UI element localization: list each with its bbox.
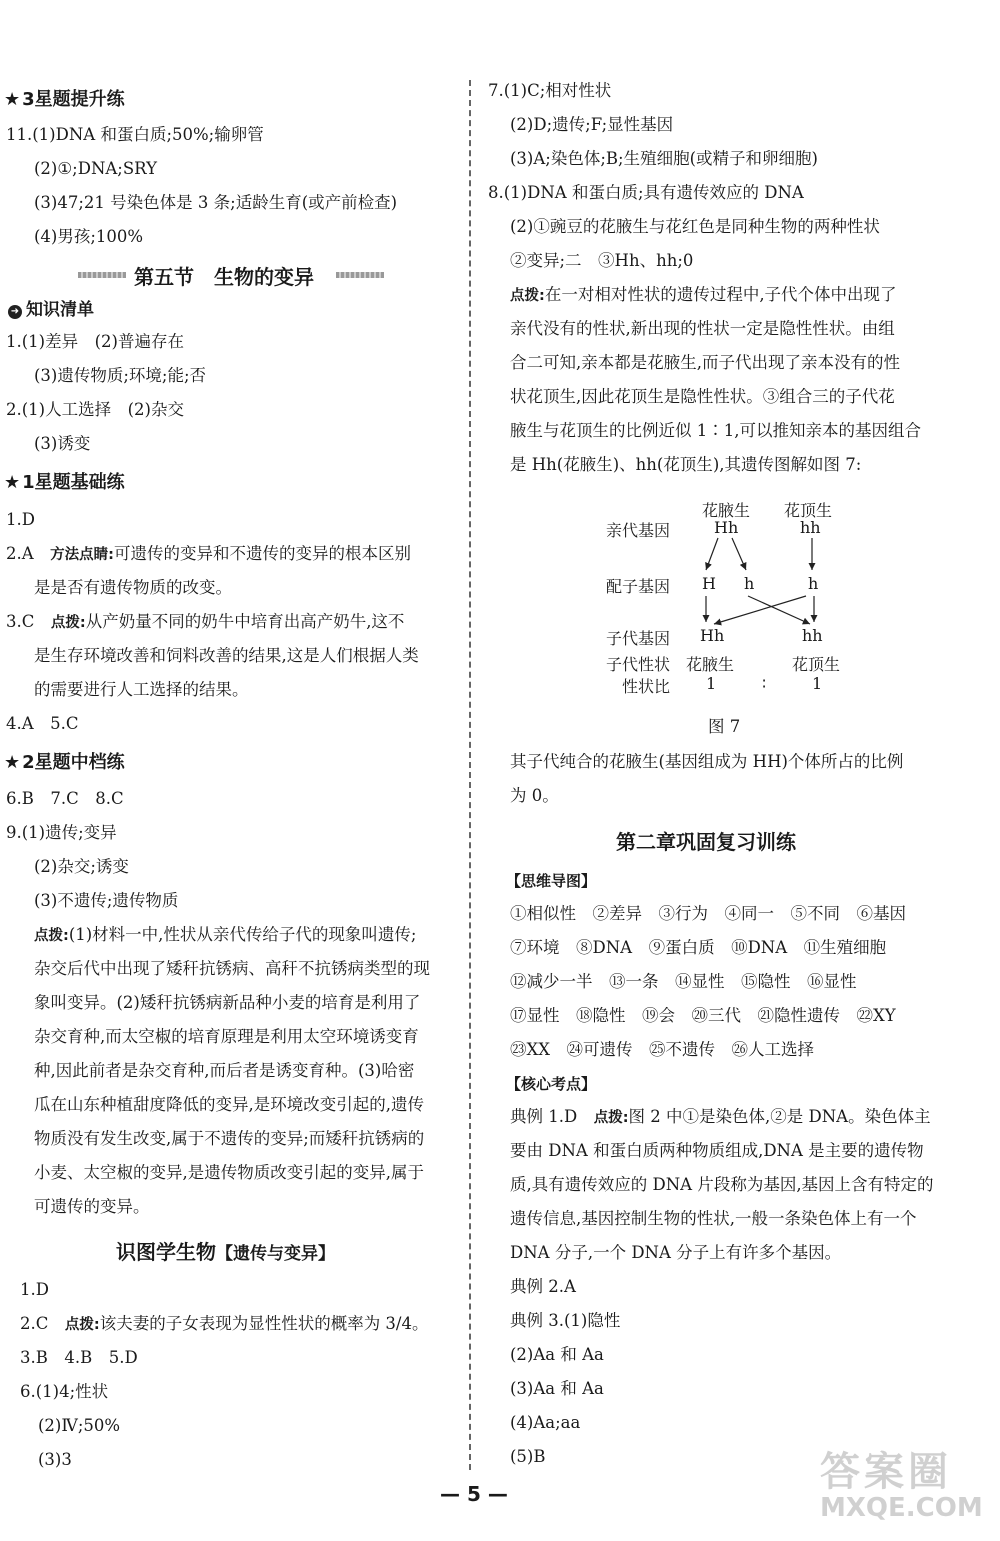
answer-line: ⑰显性 ⑱隐性 ⑲会 ⑳三代 ㉑隐性遗传 ㉒XY [510, 1006, 896, 1025]
row-label: 亲代基因 [606, 521, 671, 540]
answer-line: 2.(1)人工选择 (2)杂交 [6, 400, 184, 419]
ratio-value: 1 [812, 674, 823, 693]
answer-line: 杂交后代中出现了矮秆抗锈病、高秆不抗锈病类型的现 [34, 959, 430, 978]
answer-line: (2)Ⅳ;50% [38, 1416, 121, 1435]
row-label: 性状比 [622, 677, 671, 696]
heading-1-star: ★ 1星题基础练 [4, 472, 125, 493]
answer-line: 2.A 方法点睛:可遗传的变异和不遗传的变异的根本区别 [6, 544, 411, 563]
answer-line: 要由 DNA 和蛋白质两种物质组成,DNA 是主要的遗传物 [510, 1141, 924, 1160]
answer-line: (3)3 [38, 1450, 72, 1469]
answer-line: 8.(1)DNA 和蛋白质;具有遗传效应的 DNA [488, 183, 804, 202]
answer-line: 其子代纯合的花腋生(基因组成为 HH)个体所占的比例 [510, 752, 904, 771]
parent2-gene: hh [800, 518, 821, 537]
arrow-line [732, 538, 746, 570]
answer-line: (3)诱变 [34, 434, 91, 453]
star-icon: ★ [4, 472, 21, 493]
answer-line: 物质没有发生改变,属于不遗传的变异;而矮秆抗锈病的 [34, 1129, 425, 1148]
answer-line: 1.D [20, 1280, 49, 1299]
row-label: 子代基因 [606, 629, 671, 648]
answer-line: 是是否有遗传物质的改变。 [34, 578, 232, 597]
answer-line: 点拨:(1)材料一中,性状从亲代传给子代的现象叫遗传; [34, 925, 417, 944]
answer-line: DNA 分子,一个 DNA 分子上有许多个基因。 [510, 1243, 842, 1262]
answer-line: 小麦、太空椒的变异,是遗传物质改变引起的变异,属于 [34, 1163, 424, 1182]
row-label: 配子基因 [606, 577, 671, 596]
answer-line: 1.D [6, 510, 35, 529]
heading-3-star: ★ 3星题提升练 [4, 89, 125, 110]
row-label: 子代性状 [606, 655, 671, 674]
answer-line: 典例 2.A [510, 1277, 576, 1296]
answer-line: 象叫变异。(2)矮秆抗锈病新品种小麦的培育是利用了 [34, 993, 421, 1012]
ratio-separator: ∶ [762, 674, 767, 693]
answer-line: 可遗传的变异。 [34, 1197, 150, 1216]
answer-line: 11.(1)DNA 和蛋白质;50%;输卵管 [6, 125, 264, 144]
answer-line: ⑫减少一半 ⑬一条 ⑭显性 ⑮隐性 ⑯显性 [510, 972, 857, 991]
answer-line: 杂交育种,而太空椒的培育原理是利用太空环境诱变育 [34, 1027, 419, 1046]
gamete: h [744, 574, 755, 593]
answer-line: 的需要进行人工选择的结果。 [34, 680, 249, 699]
answer-line: (4)男孩;100% [34, 227, 144, 246]
answer-line: (3)Aa 和 Aa [510, 1379, 604, 1398]
answer-line: 2.C 点拨:该夫妻的子女表现为显性性状的概率为 3/4。 [20, 1314, 429, 1333]
parent2-trait: 花顶生 [784, 501, 833, 520]
gamete: h [808, 574, 819, 593]
answer-line: 典例 3.(1)隐性 [510, 1311, 621, 1330]
answer-line: (2)①;DNA;SRY [34, 159, 157, 178]
answer-line: 是生存环境改善和饲料改善的结果,这是人们根据人类 [34, 646, 419, 665]
answer-line: (3)A;染色体;B;生殖细胞(或精子和卵细胞) [510, 149, 818, 168]
answer-line: 9.(1)遗传;变异 [6, 823, 117, 842]
answer-line: 为 0。 [510, 786, 559, 805]
parent1-trait: 花腋生 [702, 501, 751, 520]
answer-line: 瓜在山东种植甜度降低的变异,是环境改变引起的,遗传 [34, 1095, 424, 1114]
arrow-line [706, 538, 718, 570]
answer-line: ㉓XX ㉔可遗传 ㉕不遗传 ㉖人工选择 [510, 1040, 814, 1059]
answer-line: (2)①豌豆的花腋生与花红色是同种生物的两种性状 [510, 217, 880, 236]
gamete: H [702, 574, 716, 593]
answer-line: 6.(1)4;性状 [20, 1382, 109, 1401]
offspring-trait: 花顶生 [792, 655, 841, 674]
answer-line: 腋生与花顶生的比例近似 1∶1,可以推知亲本的基因组合 [510, 421, 921, 440]
answer-line: 亲代没有的性状,新出现的性状一定是隐性性状。由组 [510, 319, 895, 338]
answer-line: 质,具有遗传效应的 DNA 片段称为基因,基因上含有特定的 [510, 1175, 934, 1194]
offspring-trait: 花腋生 [686, 655, 735, 674]
answer-line: 4.A 5.C [6, 714, 79, 733]
section-title: 识图学生物【遗传与变异】 [116, 1240, 335, 1264]
answer-line: ⑦环境 ⑧DNA ⑨蛋白质 ⑩DNA ⑪生殖细胞 [510, 938, 887, 957]
answer-line: (4)Aa;aa [510, 1413, 581, 1432]
answer-line: 是 Hh(花腋生)、hh(花顶生),其遗传图解如图 7: [510, 455, 862, 474]
star-icon: ★ [4, 752, 21, 773]
knowledge-heading: ➜ 知识清单 [8, 295, 94, 320]
answer-line: ②变异;二 ③Hh、hh;0 [510, 251, 694, 270]
answer-line: 典例 1.D 点拨:图 2 中①是染色体,②是 DNA。染色体主 [510, 1107, 931, 1126]
answer-line: 遗传信息,基因控制生物的性状,一般一条染色体上有一个 [510, 1209, 917, 1228]
genetic-diagram-figure7 [578, 496, 878, 708]
star-icon: ★ [4, 89, 21, 110]
answer-line: ①相似性 ②差异 ③行为 ④同一 ⑤不同 ⑥基因 [510, 904, 906, 923]
title-bar-right [336, 272, 384, 278]
column-divider [469, 80, 471, 1470]
mindmap-label: 【思维导图】 [506, 872, 597, 890]
answer-line: (5)B [510, 1447, 546, 1466]
ratio-value: 1 [706, 674, 717, 693]
arrow-circle-icon: ➜ [8, 305, 22, 319]
core-label: 【核心考点】 [506, 1075, 597, 1093]
answer-line: (2)Aa 和 Aa [510, 1345, 604, 1364]
answer-line: 3.C 点拨:从产奶量不同的奶牛中培育出高产奶牛,这不 [6, 612, 405, 631]
answer-line: (2)杂交;诱变 [34, 857, 129, 876]
answer-line: 3.B 4.B 5.D [20, 1348, 138, 1367]
arrow-line [748, 596, 810, 624]
answer-line: 合二可知,亲本都是花腋生,而子代出现了亲本没有的性 [510, 353, 900, 372]
parent1-gene: Hh [714, 518, 739, 537]
heading-2-star: ★ 2星题中档练 [4, 752, 125, 773]
answer-line: (3)不遗传;遗传物质 [34, 891, 179, 910]
answer-line: (3)47;21 号染色体是 3 条;适龄生育(或产前检查) [34, 193, 398, 212]
answer-line: (3)遗传物质;环境;能;否 [34, 366, 207, 385]
offspring-gene: hh [802, 626, 823, 645]
watermark: 答案圈 MXQE.COM [820, 1449, 983, 1523]
answer-line: (2)D;遗传;F;显性基因 [510, 115, 674, 134]
title-bar-left [78, 272, 126, 278]
answer-line: 1.(1)差异 (2)普遍存在 [6, 332, 184, 351]
arrow-line [714, 596, 806, 624]
chapter-title: 第二章巩固复习训练 [616, 830, 796, 854]
figure-caption: 图 7 [708, 717, 741, 736]
page-number: — 5 — [440, 1482, 508, 1506]
answer-line: 6.B 7.C 8.C [6, 789, 124, 808]
diagram-arrows [578, 496, 878, 708]
answer-line: 状花顶生,因此花顶生是隐性性状。③组合三的子代花 [510, 387, 895, 406]
offspring-gene: Hh [700, 626, 725, 645]
answer-line: 点拨:在一对相对性状的遗传过程中,子代个体中出现了 [510, 285, 897, 304]
answer-line: 种,因此前者是杂交育种,而后者是诱变育种。(3)哈密 [34, 1061, 415, 1080]
section-title: 第五节 生物的变异 [134, 265, 314, 289]
answer-line: 7.(1)C;相对性状 [488, 81, 612, 100]
